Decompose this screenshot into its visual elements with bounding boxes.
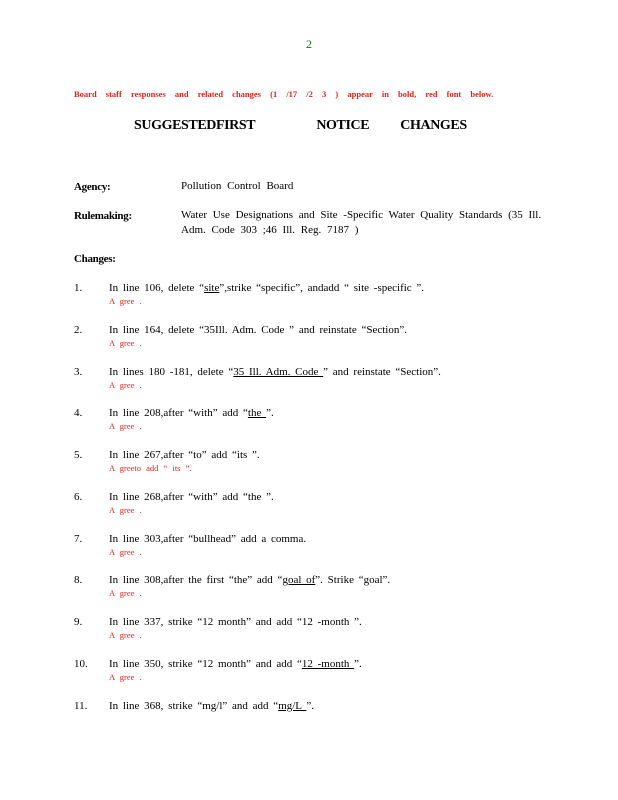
change-text: In line 164, delete “35Ill. Adm. Code ” and reinstate “Section”. [109, 324, 407, 336]
change-text: In line 267,after “to” add “its ”. [109, 449, 260, 461]
board-response: A gree . [109, 296, 142, 306]
board-response: A greeto add “ its ”. [109, 463, 192, 473]
board-response: A gree . [109, 505, 142, 515]
rulemaking-line-1: Water Use Designations and Site -Specific Water Quality Standards (35 Ill. [181, 209, 542, 221]
agency-label: Agency: [74, 181, 111, 193]
change-number: 9. [74, 616, 83, 628]
rulemaking-value [181, 208, 551, 238]
underlined-insertion: goal of [282, 574, 316, 586]
change-text: In line 337, strike “12 month” and add “12 -month ”. [109, 616, 362, 628]
change-number: 3. [74, 366, 83, 378]
board-response: A gree . [109, 380, 142, 390]
change-text: In line 368, strike “mg/l” and add “mg/L ”. [109, 700, 315, 712]
changes-title: Changes: [74, 253, 116, 265]
page-number: 2 [306, 37, 312, 51]
change-text: In line 268,after “with” add “the ”. [109, 491, 274, 503]
change-text: In line 106, delete “site”,strike “specific”, andadd “ site -specific ”. [109, 282, 425, 294]
change-number: 11. [74, 700, 88, 712]
agency-value: Pollution Control Board [181, 180, 294, 192]
change-text: In line 303,after “bullhead” add a comma. [109, 533, 307, 545]
board-response: A gree . [109, 547, 142, 557]
change-text: In lines 180 -181, delete “35 Ill. Adm. Code ” and reinstate “Section”. [109, 366, 441, 378]
change-number: 7. [74, 533, 83, 545]
underlined-insertion: mg/L [278, 700, 307, 712]
heading-part-3: CHANGES [400, 118, 467, 133]
change-number: 2. [74, 324, 83, 336]
heading-part-1: SUGGESTEDFIRST [134, 118, 256, 133]
board-note: Board staff responses and related changes (1 /17 /2 3 ) appear in bold, red font below. [74, 89, 494, 99]
change-number: 5. [74, 449, 83, 461]
change-text: In line 308,after the first “the” add “goal of”. Strike “goal”. [109, 574, 391, 586]
board-response: A gree . [109, 588, 142, 598]
underlined-insertion: 12 -month [301, 658, 355, 670]
change-text: In line 350, strike “12 month” and add “12 -month ”. [109, 658, 362, 670]
underlined-insertion: the [247, 407, 267, 419]
rulemaking-label: Rulemaking: [74, 210, 132, 222]
board-response: A gree . [109, 672, 142, 682]
board-response: A gree . [109, 421, 142, 431]
change-number: 4. [74, 407, 83, 419]
change-number: 6. [74, 491, 83, 503]
page-heading [134, 118, 467, 134]
change-number: 1. [74, 282, 83, 294]
change-number: 10. [74, 658, 88, 670]
rulemaking-line-2: Adm. Code 303 ;46 Ill. Reg. 7187 ) [181, 224, 359, 236]
change-number: 8. [74, 574, 83, 586]
board-response: A gree . [109, 338, 142, 348]
board-response: A gree . [109, 630, 142, 640]
heading-part-2: NOTICE [316, 118, 370, 133]
underlined-insertion: site [204, 282, 220, 294]
underlined-insertion: 35 Ill. Adm. Code [233, 366, 324, 378]
change-text: In line 208,after “with” add “the ”. [109, 407, 274, 419]
